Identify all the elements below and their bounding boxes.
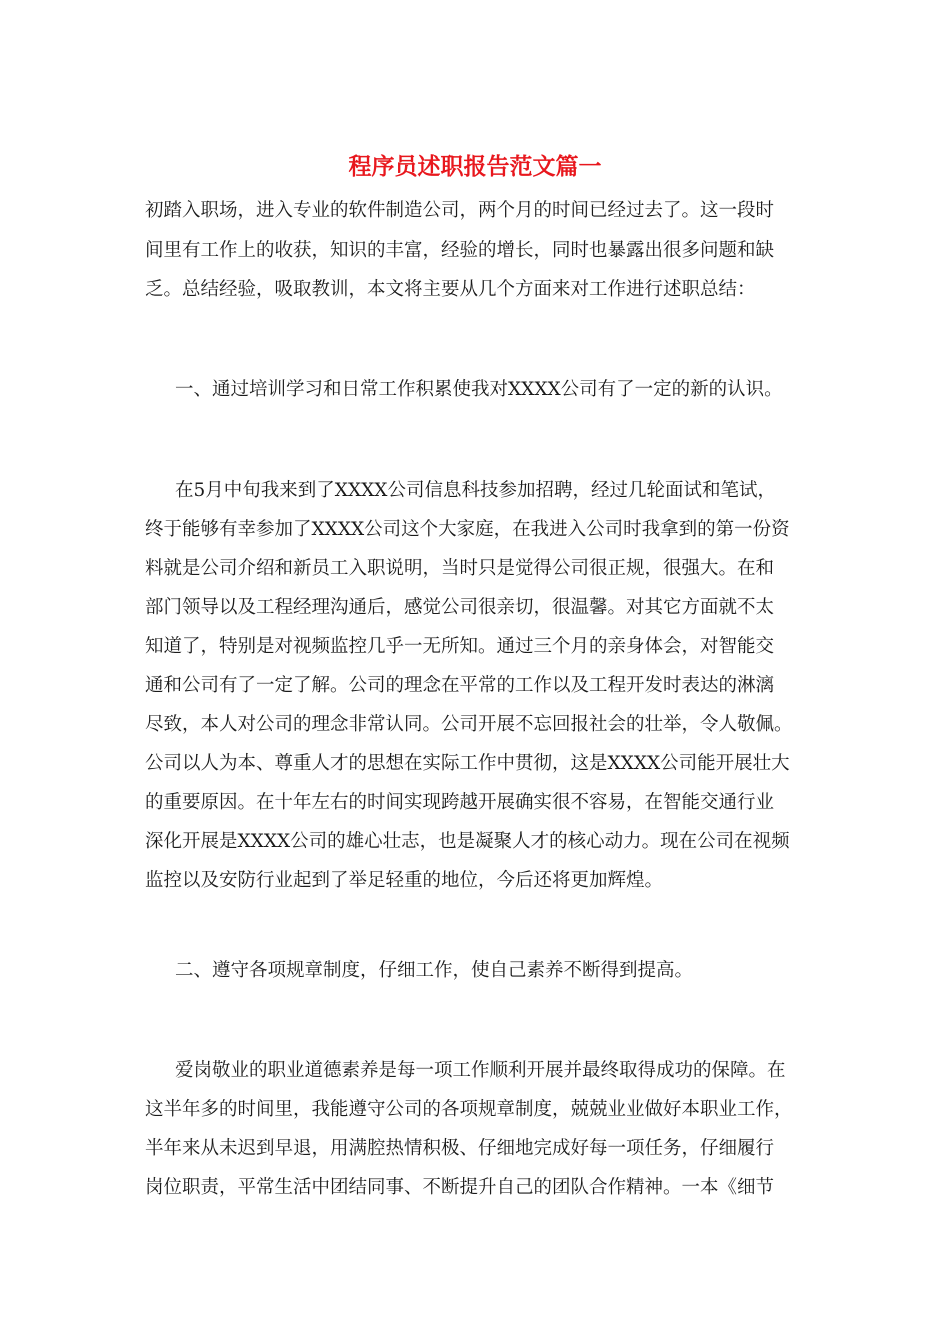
text-line-9: 知道了，特别是对视频监控几乎一无所知。通过三个月的亲身体会，对智能交	[145, 636, 775, 657]
text-line-8: 部门领导以及工程经理沟通后，感觉公司很亲切，很温馨。对其它方面就不太	[145, 597, 775, 618]
text-line-20: 岗位职责，平常生活中团结同事、不断提升自己的团队合作精神。一本《细节	[145, 1177, 775, 1198]
text-line-5: 在5月中旬我来到了XXXX公司信息科技参加招聘，经过几轮面试和笔试，	[175, 480, 776, 501]
text-line-1: 初踏入职场，进入专业的软件制造公司，两个月的时间已经过去了。这一段时	[145, 200, 775, 221]
text-line-7: 料就是公司介绍和新员工入职说明，当时只是觉得公司很正规，很强大。在和	[145, 558, 775, 579]
text-line-11: 尽致，本人对公司的理念非常认同。公司开展不忘回报社会的壮举，令人敬佩。	[145, 714, 793, 735]
text-line-15: 监控以及安防行业起到了举足轻重的地位，今后还将更加辉煌。	[145, 870, 664, 891]
text-line-2: 间里有工作上的收获，知识的丰富，经验的增长，同时也暴露出很多问题和缺	[145, 240, 775, 261]
text-line-10: 通和公司有了一定了解。公司的理念在平常的工作以及工程开发时表达的淋漓	[145, 675, 775, 696]
text-line-6: 终于能够有幸参加了XXXX公司这个大家庭，在我进入公司时我拿到的第一份资	[145, 519, 790, 540]
text-line-17: 爱岗敬业的职业道德素养是每一项工作顺利开展并最终取得成功的保障。在	[175, 1060, 786, 1081]
text-line-12: 公司以人为本、尊重人才的思想在实际工作中贯彻，这是XXXX公司能开展壮大	[145, 753, 790, 774]
text-line-13: 的重要原因。在十年左右的时间实现跨越开展确实很不容易，在智能交通行业	[145, 792, 775, 813]
document-title: 程序员述职报告范文篇一	[348, 153, 602, 180]
text-line-3: 乏。总结经验，吸取教训，本文将主要从几个方面来对工作进行述职总结：	[145, 279, 756, 300]
text-line-18: 这半年多的时间里，我能遵守公司的各项规章制度，兢兢业业做好本职业工作，	[145, 1099, 793, 1120]
section-heading-2: 二、遵守各项规章制度，仔细工作，使自己素养不断得到提高。	[175, 960, 694, 981]
text-line-19: 半年来从未迟到早退，用满腔热情积极、仔细地完成好每一项任务，仔细履行	[145, 1138, 775, 1159]
text-line-14: 深化开展是XXXX公司的雄心壮志，也是凝聚人才的核心动力。现在公司在视频	[145, 831, 790, 852]
section-heading-1: 一、通过培训学习和日常工作积累使我对XXXX公司有了一定的新的认识。	[175, 379, 783, 400]
